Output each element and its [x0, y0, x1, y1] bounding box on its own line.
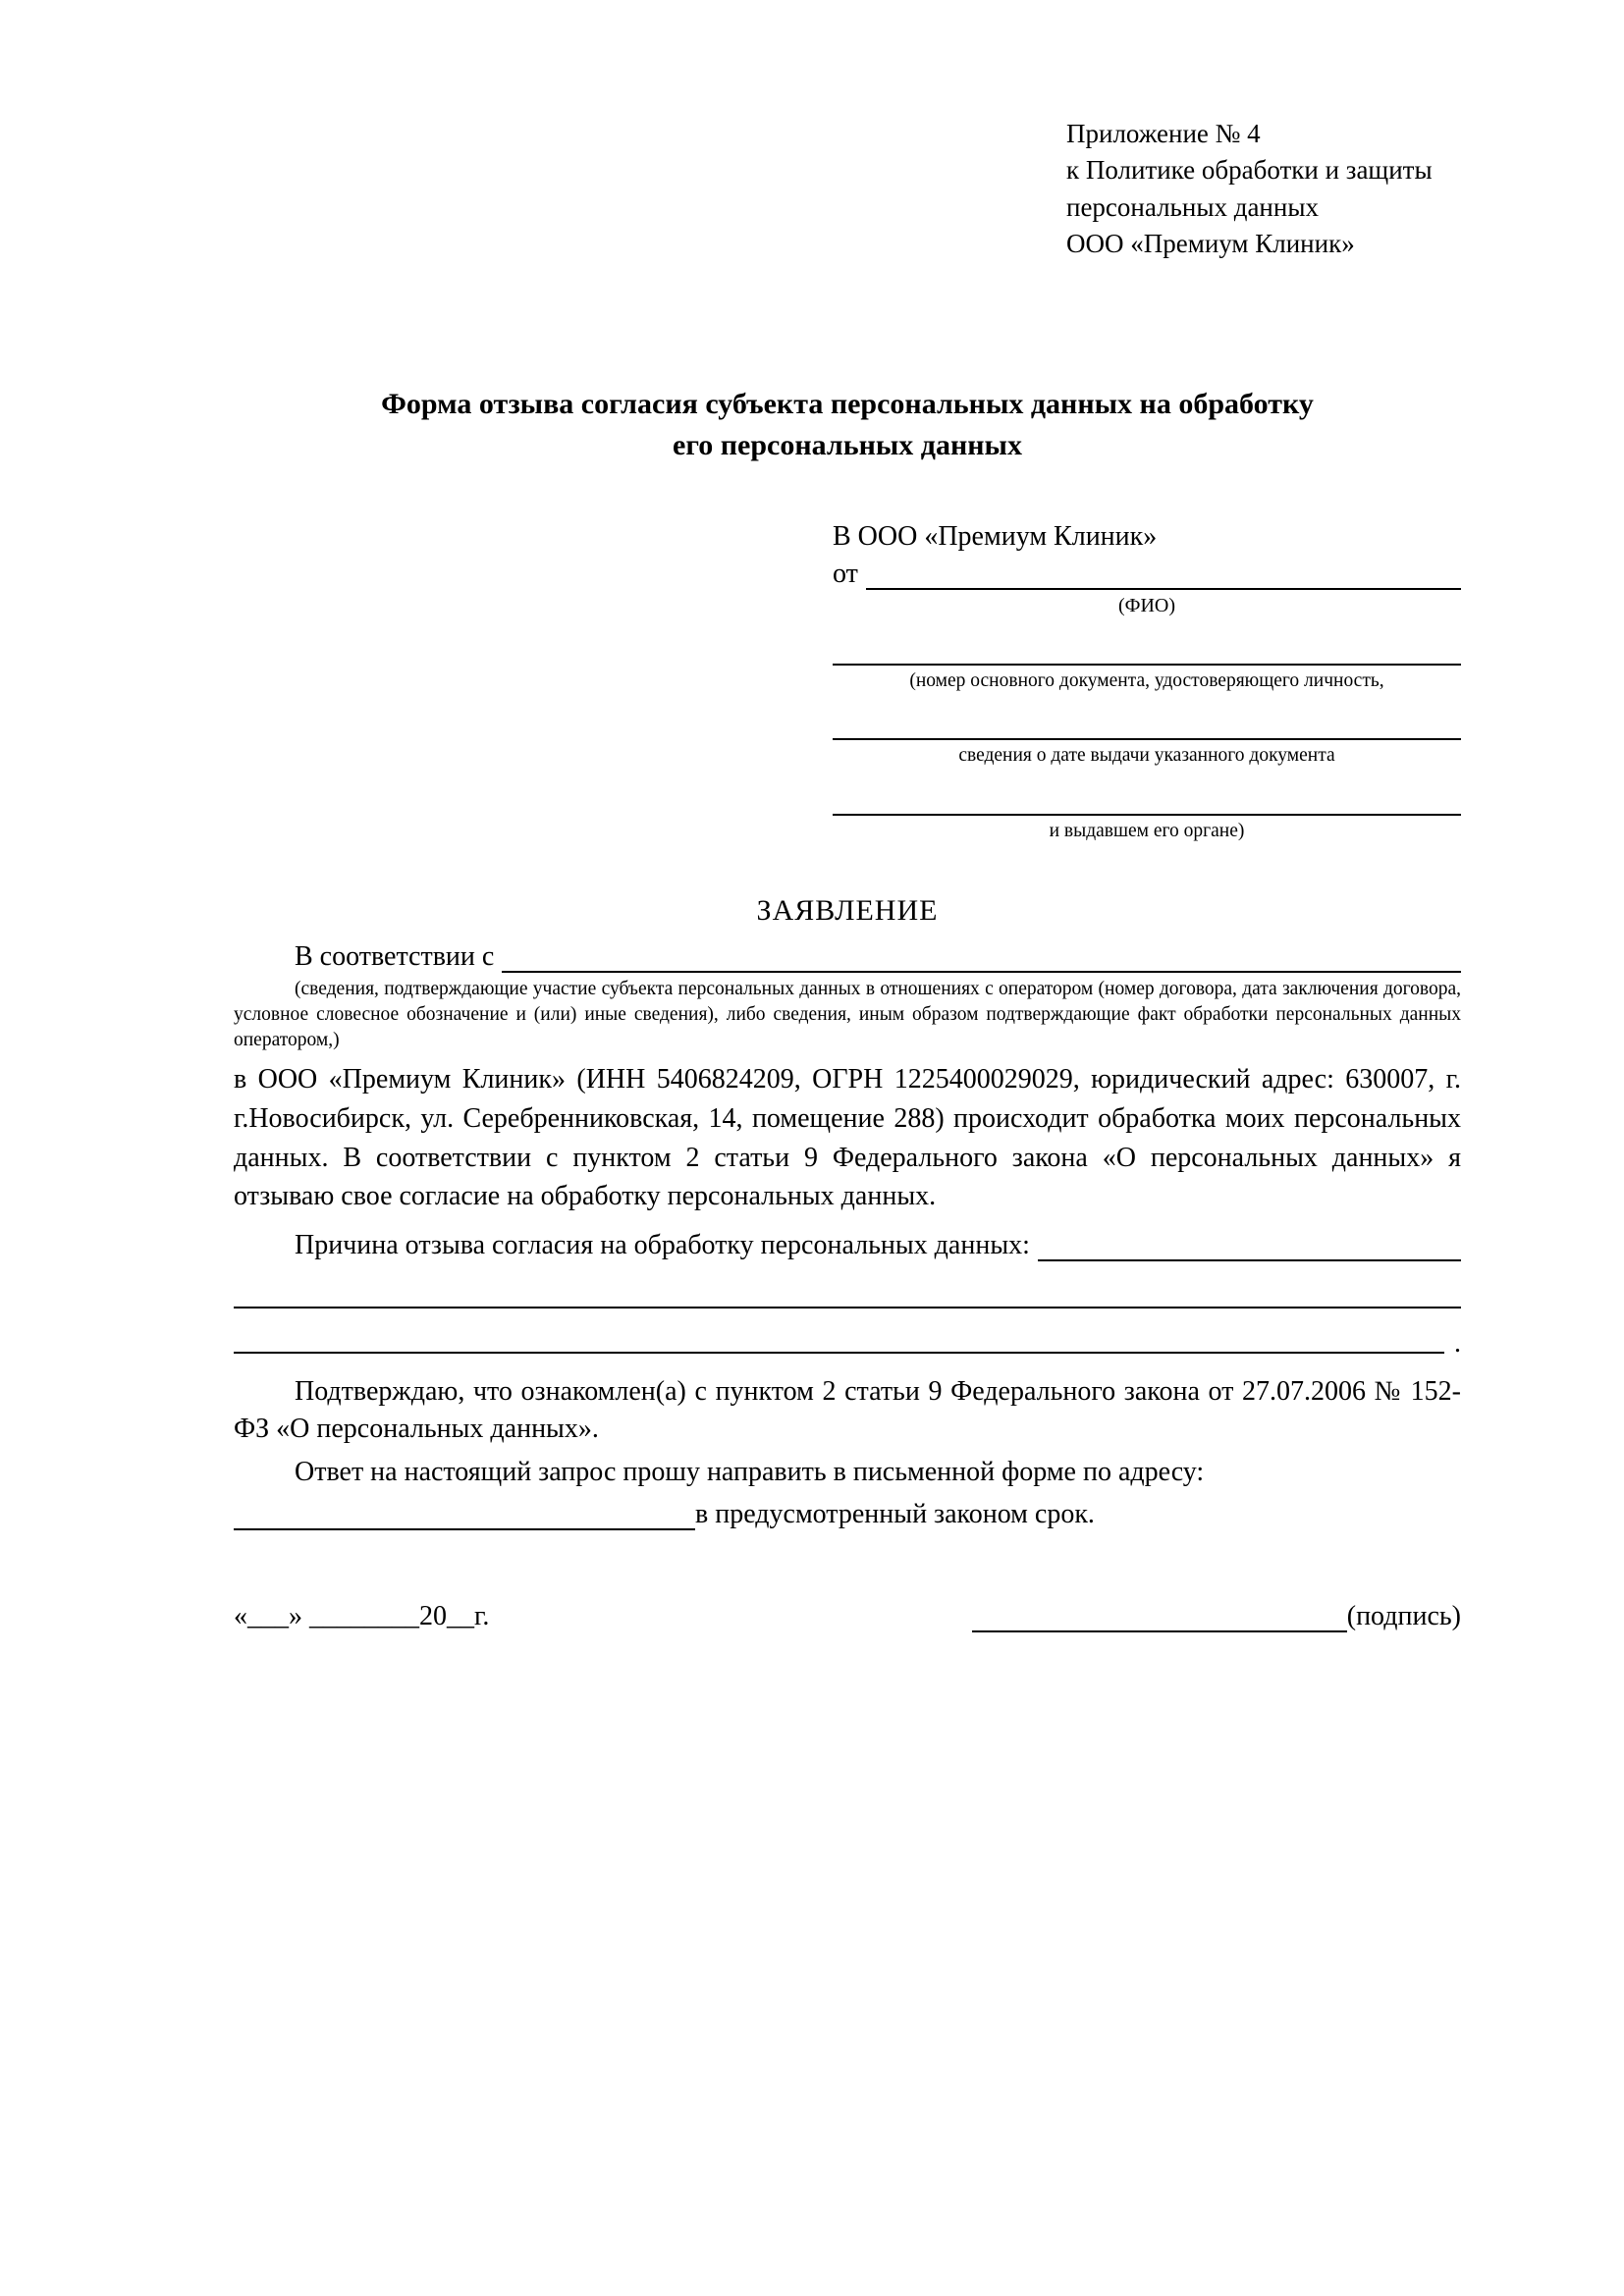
in-accordance-label: В соответствии с [295, 941, 495, 973]
applicant-name-input[interactable] [866, 564, 1461, 590]
reason-input-3[interactable] [234, 1324, 1444, 1354]
addressee-block [833, 521, 1461, 843]
answer-address-tail: в предусмотренный законом срок. [695, 1499, 1095, 1530]
page-title [234, 384, 1461, 466]
addressee-organization: В ООО «Премиум Клиник» [833, 521, 1158, 552]
reason-row [234, 1230, 1461, 1261]
answer-address-input[interactable] [234, 1505, 695, 1530]
answer-paragraph: Ответ на настоящий запрос прошу направить в письменной форме по адресу: [295, 1457, 1205, 1488]
document-number-input[interactable] [833, 640, 1461, 666]
appendix-line-3: персональных данных [1066, 191, 1319, 222]
confirmation-paragraph: Подтверждаю, что ознакомлен(а) с пунктом 2 статьи 9 Федерального закона от 27.07.2006 № 152-ФЗ «О персональных данных». [234, 1376, 1461, 1445]
from-label: от [833, 559, 858, 589]
signature-row [234, 1601, 1461, 1632]
in-accordance-row [234, 941, 1461, 973]
caption-document-date: сведения о дате выдачи указанного документа [958, 745, 1335, 767]
caption-fio: (ФИО) [1117, 595, 1175, 616]
appendix-reference-block [1066, 116, 1461, 262]
statement-heading: ЗАЯВЛЕНИЕ [756, 894, 939, 928]
in-accordance-input[interactable] [502, 947, 1461, 973]
reason-end-dot: . [1454, 1328, 1461, 1360]
reason-label: Причина отзыва согласия на обработку персональных данных: [295, 1230, 1030, 1261]
reason-input-2[interactable] [234, 1277, 1461, 1308]
caption-document-issuer: и выдавшем его органе) [1049, 820, 1245, 841]
statement-body: в ООО «Премиум Клиник» (ИНН 5406824209, ОГРН 1225400029029, юридический адрес: 630007, г. г.Новосибирск, ул. Серебренниковская, 14, помещение 288) происходит обработка моих персональных данных. В соответствии с пунктом 2 статьи 9 Федерального закона «О персональных данных» я отзываю свое согласие на обработку персональных данных. [234, 1064, 1461, 1212]
applicant-name-row [833, 559, 1461, 590]
caption-document-number: (номер основного документа, удостоверяющего личность, [909, 670, 1384, 691]
signature-date-field[interactable]: «___» ________20__г. [234, 1601, 490, 1632]
signature-label: (подпись) [1346, 1601, 1461, 1632]
document-body [234, 116, 1461, 1632]
reason-input-1[interactable] [1038, 1236, 1461, 1261]
page-title-line-2: его персональных данных [673, 429, 1022, 461]
appendix-line-1: Приложение № 4 [1066, 119, 1261, 148]
reason-input-3-wrapper [234, 1324, 1461, 1360]
page-title-line-1: Форма отзыва согласия субъекта персональных данных на обработку [381, 388, 1314, 420]
signature-input[interactable] [972, 1605, 1347, 1632]
signature-wrapper [972, 1601, 1461, 1632]
document-issuer-input[interactable] [833, 790, 1461, 816]
document-date-input[interactable] [833, 715, 1461, 740]
answer-address-row [234, 1499, 1461, 1530]
in-accordance-note-text: (сведения, подтверждающие участие субъекта персональных данных в отношениях с оператором (номер договора, дата заключения договора, условное словесное обозначение и (или) иные сведения), либо сведения, иным образом подтверждающие факт обработки персональных данных оператором,) [234, 979, 1461, 1050]
in-accordance-note [234, 977, 1461, 1052]
appendix-line-2: к Политике обработки и защиты [1066, 155, 1433, 186]
appendix-line-4: ООО «Премиум Клиник» [1066, 228, 1355, 258]
